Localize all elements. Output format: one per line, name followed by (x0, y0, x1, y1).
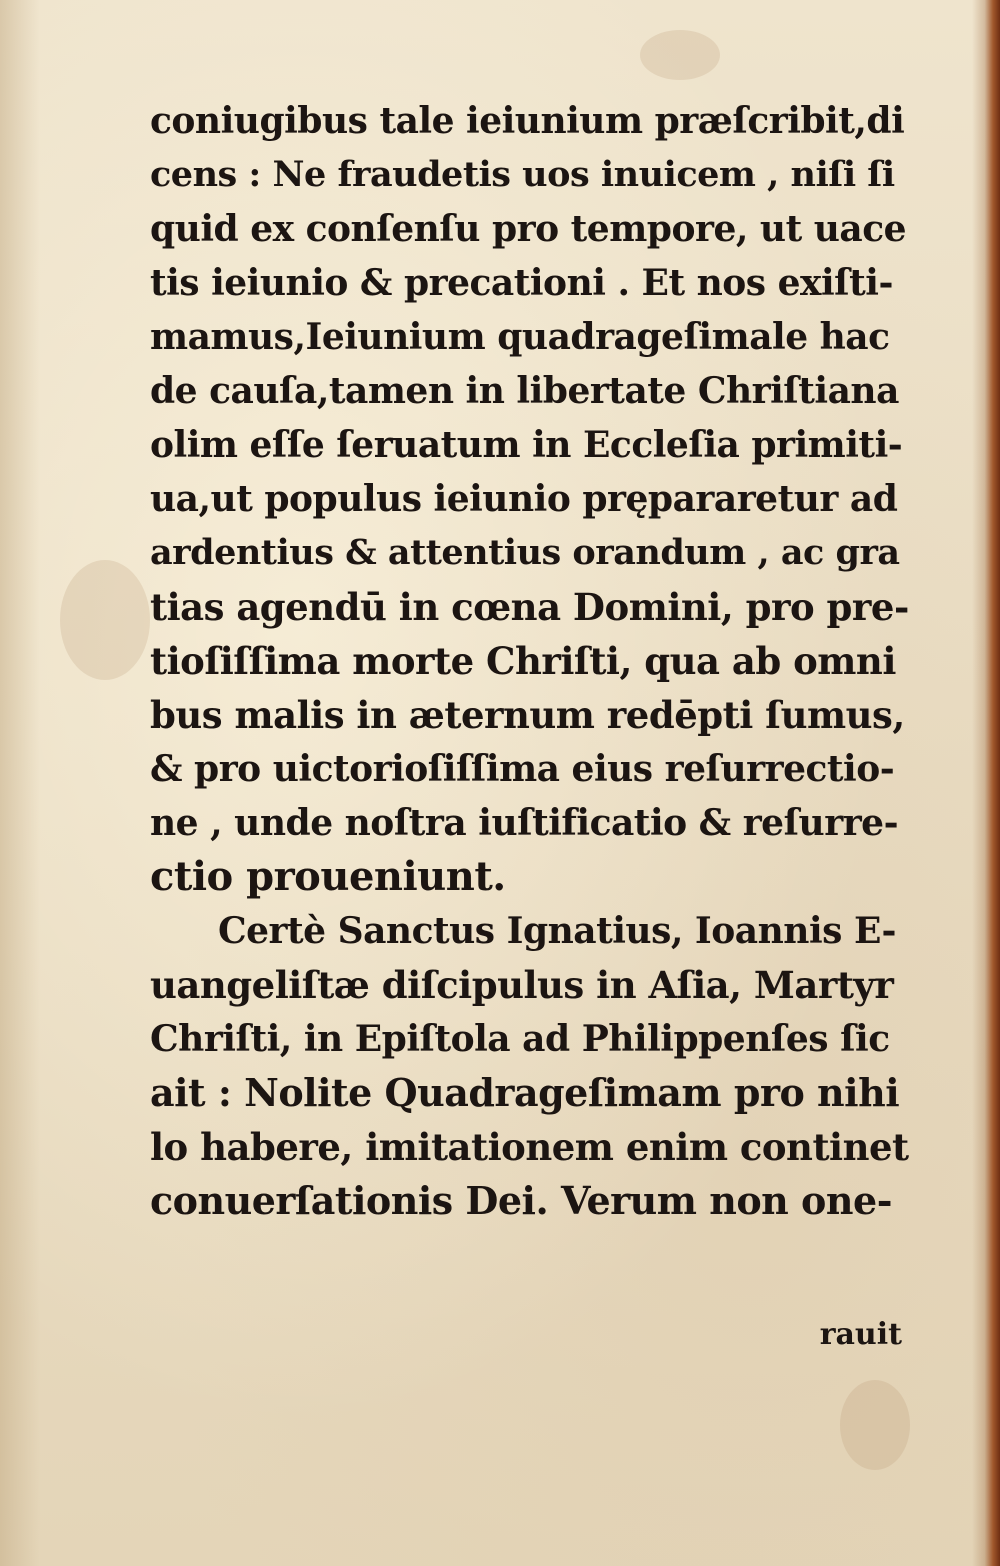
text-line: & pro uictorioſiſſima eius reſurrectio- (150, 748, 895, 790)
text-line: tis ieiunio & precationi . Et nos exiſti- (150, 262, 893, 304)
text-line: de cauſa,tamen in libertate Chriſtiana (150, 370, 899, 412)
text-line: mamus,Ieiunium quadrageſimale hac (150, 316, 890, 358)
text-line: quid ex conſenſu pro tempore, ut uace (150, 208, 907, 250)
paper-stain (60, 560, 150, 680)
body-text (150, 94, 910, 1228)
text-line: ne , unde noſtra iuſtificatio & reſurre- (150, 802, 899, 844)
text-line: lo habere, imitationem enim continet (150, 1125, 909, 1169)
text-line: ait : Nolite Quadrageſimam pro nihi (150, 1070, 900, 1115)
catchword: rauit (819, 1317, 902, 1352)
text-line: tioſiſſima morte Chriſti, qua ab omni (150, 639, 896, 683)
text-line: ctio proueniunt. (150, 853, 506, 900)
text-line: tias agendū in cœna Domini, pro pre- (150, 585, 909, 629)
text-line: conuerſationis Dei. Verum non one- (150, 1178, 892, 1223)
text-line: bus malis in æternum redēpti ſumus, (150, 693, 905, 737)
text-line: Chriſti, in Epiſtola ad Philippenſes ſic (150, 1018, 890, 1060)
paper-stain (840, 1380, 910, 1470)
paper-stain (640, 30, 720, 80)
page-gutter-shadow (0, 0, 40, 1566)
text-line: ua,ut populus ieiunio prępararetur ad (150, 478, 898, 520)
paragraph-start-line: Certè Sanctus Ignatius, Ioannis E- (218, 910, 896, 952)
text-line: olim eſſe ſeruatum in Eccleſia primiti- (150, 424, 903, 466)
text-line: cens : Ne fraudetis uos inuicem , niſi ſi (150, 154, 895, 195)
text-line: uangeliſtæ diſcipulus in Aſia, Martyr (150, 963, 894, 1007)
page-edge (972, 0, 1000, 1566)
text-line: coniugibus tale ieiunium præſcribit,di (150, 100, 905, 142)
text-line: ardentius & attentius orandum , ac gra (150, 532, 900, 573)
